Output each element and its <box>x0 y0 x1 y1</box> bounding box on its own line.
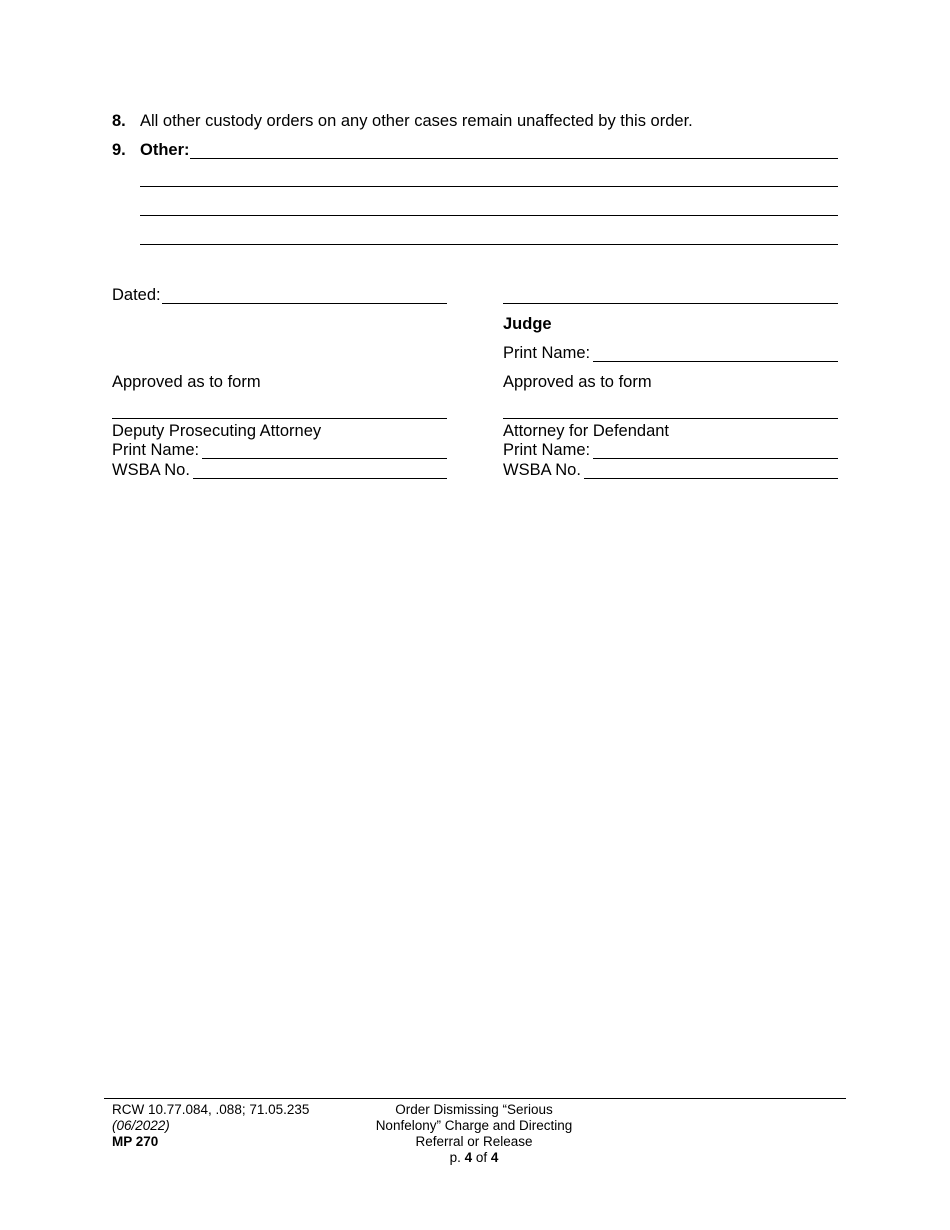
footer-page-number <box>349 1150 599 1166</box>
footer-form-number: MP 270 <box>112 1134 159 1149</box>
footer-statute: RCW 10.77.084, .088; 71.05.235 <box>112 1102 310 1117</box>
judge-label: Judge <box>503 315 552 333</box>
dated-line[interactable] <box>162 303 447 304</box>
prosecutor-wsba-line[interactable] <box>193 478 447 479</box>
prosecutor-wsba-label: WSBA No. <box>112 461 190 479</box>
defense-wsba-label: WSBA No. <box>503 461 581 479</box>
footer-page-current: 4 <box>464 1150 473 1165</box>
footer-center <box>349 1102 599 1166</box>
defense-signature-line[interactable] <box>503 418 838 419</box>
prosecutor-print-name-line[interactable] <box>202 458 447 459</box>
defense-title: Attorney for Defendant <box>503 422 670 440</box>
approved-left: Approved as to form <box>112 373 261 391</box>
footer-page-prefix: p. <box>449 1150 461 1165</box>
footer-page-total: 4 <box>490 1150 499 1165</box>
defense-wsba-line[interactable] <box>584 478 838 479</box>
prosecutor-title: Deputy Prosecuting Attorney <box>112 422 322 440</box>
approved-right: Approved as to form <box>503 373 652 391</box>
footer-left <box>112 1102 309 1150</box>
defense-print-name-line[interactable] <box>593 458 838 459</box>
footer-title-line1: Order Dismissing “Serious <box>395 1102 553 1117</box>
judge-print-name-label: Print Name: <box>503 344 591 362</box>
footer-date: (06/2022) <box>112 1118 170 1133</box>
judge-print-name-line[interactable] <box>593 361 838 362</box>
other-line-1[interactable] <box>190 158 838 159</box>
other-line-3[interactable] <box>140 215 838 216</box>
prosecutor-print-name-label: Print Name: <box>112 441 200 459</box>
footer-page-of: of <box>475 1150 488 1165</box>
other-line-2[interactable] <box>140 186 838 187</box>
footer-title-line2: Nonfelony” Charge and Directing <box>375 1118 573 1133</box>
item-8-text: All other custody orders on any other cases remain unaffected by this order. <box>140 112 693 130</box>
other-line-4[interactable] <box>140 244 838 245</box>
item-9-label: Other: <box>140 141 190 159</box>
prosecutor-signature-line[interactable] <box>112 418 447 419</box>
dated-label: Dated: <box>112 286 161 304</box>
item-9-number: 9. <box>112 141 126 159</box>
judge-signature-line[interactable] <box>503 303 838 304</box>
item-8-number: 8. <box>112 112 126 130</box>
footer-title-line3: Referral or Release <box>415 1134 533 1149</box>
defense-print-name-label: Print Name: <box>503 441 591 459</box>
footer-rule <box>104 1098 846 1099</box>
